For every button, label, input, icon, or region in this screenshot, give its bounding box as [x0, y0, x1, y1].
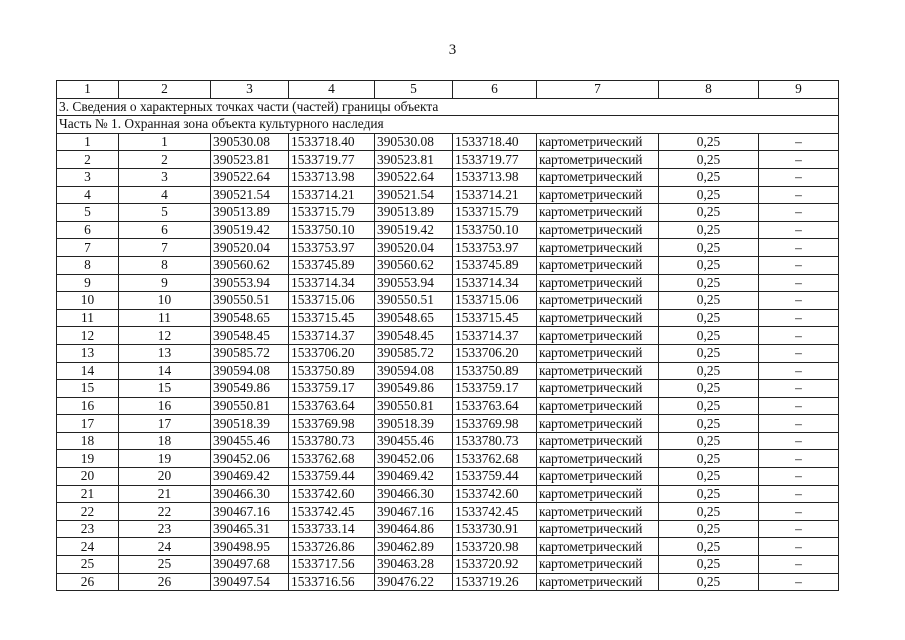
- column-number-row: [57, 81, 839, 99]
- accuracy-cell: 0,25: [659, 344, 759, 362]
- accuracy-cell: 0,25: [659, 468, 759, 486]
- table-row: [57, 432, 839, 450]
- existing-y-cell: 1533713.98: [289, 168, 375, 186]
- point-id-cell: 10: [119, 292, 211, 310]
- part-title: Часть № 1. Охранная зона объекта культурного наследия: [57, 116, 839, 134]
- new-y-cell: 1533714.21: [453, 186, 537, 204]
- existing-y-cell: 1533762.68: [289, 450, 375, 468]
- new-y-cell: 1533714.34: [453, 274, 537, 292]
- table-row: [57, 309, 839, 327]
- point-number-cell: 20: [57, 468, 119, 486]
- existing-x-cell: 390497.68: [211, 556, 289, 574]
- existing-y-cell: 1533763.64: [289, 397, 375, 415]
- point-id-cell: 18: [119, 432, 211, 450]
- note-cell: –: [759, 327, 839, 345]
- method-cell: картометрический: [537, 151, 659, 169]
- existing-y-cell: 1533742.60: [289, 485, 375, 503]
- note-cell: –: [759, 186, 839, 204]
- table-row: [57, 133, 839, 151]
- note-cell: –: [759, 362, 839, 380]
- new-y-cell: 1533769.98: [453, 415, 537, 433]
- method-cell: картометрический: [537, 450, 659, 468]
- new-y-cell: 1533762.68: [453, 450, 537, 468]
- accuracy-cell: 0,25: [659, 309, 759, 327]
- existing-x-cell: 390465.31: [211, 520, 289, 538]
- accuracy-cell: 0,25: [659, 362, 759, 380]
- table-row: [57, 503, 839, 521]
- new-x-cell: 390463.28: [375, 556, 453, 574]
- point-number-cell: 9: [57, 274, 119, 292]
- column-header: 7: [537, 81, 659, 99]
- method-cell: картометрический: [537, 432, 659, 450]
- method-cell: картометрический: [537, 556, 659, 574]
- note-cell: –: [759, 274, 839, 292]
- point-number-cell: 16: [57, 397, 119, 415]
- existing-x-cell: 390521.54: [211, 186, 289, 204]
- method-cell: картометрический: [537, 256, 659, 274]
- existing-y-cell: 1533718.40: [289, 133, 375, 151]
- point-id-cell: 3: [119, 168, 211, 186]
- point-number-cell: 25: [57, 556, 119, 574]
- new-x-cell: 390476.22: [375, 573, 453, 591]
- note-cell: –: [759, 556, 839, 574]
- table-row: [57, 397, 839, 415]
- existing-y-cell: 1533759.44: [289, 468, 375, 486]
- new-x-cell: 390594.08: [375, 362, 453, 380]
- existing-x-cell: 390585.72: [211, 344, 289, 362]
- point-id-cell: 9: [119, 274, 211, 292]
- note-cell: –: [759, 468, 839, 486]
- note-cell: –: [759, 380, 839, 398]
- accuracy-cell: 0,25: [659, 503, 759, 521]
- point-id-cell: 20: [119, 468, 211, 486]
- new-x-cell: 390553.94: [375, 274, 453, 292]
- new-x-cell: 390513.89: [375, 204, 453, 222]
- existing-y-cell: 1533719.77: [289, 151, 375, 169]
- existing-x-cell: 390594.08: [211, 362, 289, 380]
- existing-y-cell: 1533715.79: [289, 204, 375, 222]
- point-id-cell: 6: [119, 221, 211, 239]
- method-cell: картометрический: [537, 344, 659, 362]
- note-cell: –: [759, 239, 839, 257]
- point-number-cell: 21: [57, 485, 119, 503]
- method-cell: картометрический: [537, 503, 659, 521]
- new-y-cell: 1533720.92: [453, 556, 537, 574]
- point-id-cell: 1: [119, 133, 211, 151]
- existing-x-cell: 390498.95: [211, 538, 289, 556]
- new-x-cell: 390452.06: [375, 450, 453, 468]
- note-cell: –: [759, 151, 839, 169]
- method-cell: картометрический: [537, 468, 659, 486]
- existing-y-cell: 1533750.89: [289, 362, 375, 380]
- point-number-cell: 6: [57, 221, 119, 239]
- point-id-cell: 25: [119, 556, 211, 574]
- existing-x-cell: 390520.04: [211, 239, 289, 257]
- new-x-cell: 390530.08: [375, 133, 453, 151]
- new-x-cell: 390520.04: [375, 239, 453, 257]
- new-y-cell: 1533742.60: [453, 485, 537, 503]
- new-y-cell: 1533742.45: [453, 503, 537, 521]
- existing-x-cell: 390518.39: [211, 415, 289, 433]
- note-cell: –: [759, 221, 839, 239]
- table-row: [57, 239, 839, 257]
- existing-x-cell: 390467.16: [211, 503, 289, 521]
- note-cell: –: [759, 432, 839, 450]
- column-header: 3: [211, 81, 289, 99]
- new-x-cell: 390522.64: [375, 168, 453, 186]
- table-row: [57, 186, 839, 204]
- existing-x-cell: 390549.86: [211, 380, 289, 398]
- existing-x-cell: 390452.06: [211, 450, 289, 468]
- method-cell: картометрический: [537, 309, 659, 327]
- existing-y-cell: 1533726.86: [289, 538, 375, 556]
- table-row: [57, 468, 839, 486]
- existing-y-cell: 1533769.98: [289, 415, 375, 433]
- method-cell: картометрический: [537, 538, 659, 556]
- accuracy-cell: 0,25: [659, 538, 759, 556]
- new-y-cell: 1533730.91: [453, 520, 537, 538]
- method-cell: картометрический: [537, 221, 659, 239]
- new-x-cell: 390549.86: [375, 380, 453, 398]
- point-number-cell: 22: [57, 503, 119, 521]
- new-y-cell: 1533714.37: [453, 327, 537, 345]
- method-cell: картометрический: [537, 415, 659, 433]
- accuracy-cell: 0,25: [659, 380, 759, 398]
- new-y-cell: 1533720.98: [453, 538, 537, 556]
- new-y-cell: 1533750.10: [453, 221, 537, 239]
- accuracy-cell: 0,25: [659, 450, 759, 468]
- point-number-cell: 19: [57, 450, 119, 468]
- point-number-cell: 5: [57, 204, 119, 222]
- new-x-cell: 390550.81: [375, 397, 453, 415]
- new-x-cell: 390518.39: [375, 415, 453, 433]
- existing-y-cell: 1533714.34: [289, 274, 375, 292]
- point-id-cell: 4: [119, 186, 211, 204]
- accuracy-cell: 0,25: [659, 415, 759, 433]
- table-row: [57, 520, 839, 538]
- note-cell: –: [759, 168, 839, 186]
- page-number: 3: [448, 42, 457, 58]
- new-x-cell: 390585.72: [375, 344, 453, 362]
- note-cell: –: [759, 503, 839, 521]
- accuracy-cell: 0,25: [659, 221, 759, 239]
- point-number-cell: 12: [57, 327, 119, 345]
- accuracy-cell: 0,25: [659, 168, 759, 186]
- point-number-cell: 14: [57, 362, 119, 380]
- table-row: [57, 485, 839, 503]
- point-number-cell: 11: [57, 309, 119, 327]
- method-cell: картометрический: [537, 274, 659, 292]
- new-y-cell: 1533759.17: [453, 380, 537, 398]
- existing-y-cell: 1533716.56: [289, 573, 375, 591]
- new-y-cell: 1533750.89: [453, 362, 537, 380]
- accuracy-cell: 0,25: [659, 133, 759, 151]
- new-x-cell: 390467.16: [375, 503, 453, 521]
- point-number-cell: 4: [57, 186, 119, 204]
- characteristic-points-table: [56, 80, 839, 591]
- note-cell: –: [759, 485, 839, 503]
- method-cell: картометрический: [537, 573, 659, 591]
- accuracy-cell: 0,25: [659, 186, 759, 204]
- column-header: 1: [57, 81, 119, 99]
- new-x-cell: 390550.51: [375, 292, 453, 310]
- accuracy-cell: 0,25: [659, 432, 759, 450]
- point-id-cell: 2: [119, 151, 211, 169]
- note-cell: –: [759, 397, 839, 415]
- point-id-cell: 14: [119, 362, 211, 380]
- new-y-cell: 1533780.73: [453, 432, 537, 450]
- point-id-cell: 11: [119, 309, 211, 327]
- note-cell: –: [759, 292, 839, 310]
- point-number-cell: 3: [57, 168, 119, 186]
- point-number-cell: 7: [57, 239, 119, 257]
- point-number-cell: 2: [57, 151, 119, 169]
- section-title: 3. Сведения о характерных точках части (частей) границы объекта: [57, 98, 839, 116]
- existing-x-cell: 390513.89: [211, 204, 289, 222]
- new-y-cell: 1533759.44: [453, 468, 537, 486]
- existing-x-cell: 390550.51: [211, 292, 289, 310]
- table-row: [57, 344, 839, 362]
- new-x-cell: 390521.54: [375, 186, 453, 204]
- point-id-cell: 26: [119, 573, 211, 591]
- table-row: [57, 327, 839, 345]
- existing-x-cell: 390550.81: [211, 397, 289, 415]
- new-y-cell: 1533718.40: [453, 133, 537, 151]
- existing-x-cell: 390519.42: [211, 221, 289, 239]
- accuracy-cell: 0,25: [659, 204, 759, 222]
- point-id-cell: 21: [119, 485, 211, 503]
- method-cell: картометрический: [537, 292, 659, 310]
- table-row: [57, 168, 839, 186]
- existing-y-cell: 1533706.20: [289, 344, 375, 362]
- existing-x-cell: 390455.46: [211, 432, 289, 450]
- table-row: [57, 556, 839, 574]
- method-cell: картометрический: [537, 186, 659, 204]
- existing-y-cell: 1533733.14: [289, 520, 375, 538]
- point-number-cell: 1: [57, 133, 119, 151]
- table-row: [57, 256, 839, 274]
- existing-y-cell: 1533714.37: [289, 327, 375, 345]
- point-number-cell: 18: [57, 432, 119, 450]
- method-cell: картометрический: [537, 168, 659, 186]
- existing-x-cell: 390548.65: [211, 309, 289, 327]
- table-row: [57, 538, 839, 556]
- accuracy-cell: 0,25: [659, 573, 759, 591]
- point-id-cell: 24: [119, 538, 211, 556]
- existing-x-cell: 390522.64: [211, 168, 289, 186]
- note-cell: –: [759, 133, 839, 151]
- table-row: [57, 221, 839, 239]
- existing-x-cell: 390553.94: [211, 274, 289, 292]
- accuracy-cell: 0,25: [659, 327, 759, 345]
- existing-y-cell: 1533750.10: [289, 221, 375, 239]
- column-header: 8: [659, 81, 759, 99]
- point-number-cell: 23: [57, 520, 119, 538]
- new-x-cell: 390462.89: [375, 538, 453, 556]
- method-cell: картометрический: [537, 327, 659, 345]
- point-number-cell: 8: [57, 256, 119, 274]
- note-cell: –: [759, 538, 839, 556]
- column-header: 2: [119, 81, 211, 99]
- method-cell: картометрический: [537, 520, 659, 538]
- new-y-cell: 1533706.20: [453, 344, 537, 362]
- new-x-cell: 390548.45: [375, 327, 453, 345]
- point-id-cell: 17: [119, 415, 211, 433]
- table-row: [57, 151, 839, 169]
- table-row: [57, 204, 839, 222]
- accuracy-cell: 0,25: [659, 520, 759, 538]
- new-y-cell: 1533745.89: [453, 256, 537, 274]
- point-id-cell: 19: [119, 450, 211, 468]
- table-row: [57, 362, 839, 380]
- note-cell: –: [759, 573, 839, 591]
- accuracy-cell: 0,25: [659, 256, 759, 274]
- new-y-cell: 1533719.77: [453, 151, 537, 169]
- existing-x-cell: 390560.62: [211, 256, 289, 274]
- new-x-cell: 390519.42: [375, 221, 453, 239]
- point-id-cell: 5: [119, 204, 211, 222]
- new-x-cell: 390455.46: [375, 432, 453, 450]
- existing-x-cell: 390466.30: [211, 485, 289, 503]
- new-y-cell: 1533715.79: [453, 204, 537, 222]
- accuracy-cell: 0,25: [659, 239, 759, 257]
- existing-x-cell: 390469.42: [211, 468, 289, 486]
- new-x-cell: 390466.30: [375, 485, 453, 503]
- existing-x-cell: 390523.81: [211, 151, 289, 169]
- accuracy-cell: 0,25: [659, 151, 759, 169]
- new-y-cell: 1533719.26: [453, 573, 537, 591]
- point-id-cell: 13: [119, 344, 211, 362]
- accuracy-cell: 0,25: [659, 292, 759, 310]
- note-cell: –: [759, 450, 839, 468]
- section-title-row: [57, 98, 839, 116]
- note-cell: –: [759, 256, 839, 274]
- point-id-cell: 12: [119, 327, 211, 345]
- note-cell: –: [759, 204, 839, 222]
- table-row: [57, 450, 839, 468]
- new-y-cell: 1533763.64: [453, 397, 537, 415]
- accuracy-cell: 0,25: [659, 397, 759, 415]
- part-title-row: [57, 116, 839, 134]
- method-cell: картометрический: [537, 397, 659, 415]
- table-row: [57, 573, 839, 591]
- table-row: [57, 380, 839, 398]
- existing-y-cell: 1533714.21: [289, 186, 375, 204]
- table-row: [57, 292, 839, 310]
- method-cell: картометрический: [537, 204, 659, 222]
- new-x-cell: 390464.86: [375, 520, 453, 538]
- existing-y-cell: 1533780.73: [289, 432, 375, 450]
- new-y-cell: 1533753.97: [453, 239, 537, 257]
- point-number-cell: 10: [57, 292, 119, 310]
- accuracy-cell: 0,25: [659, 485, 759, 503]
- point-number-cell: 17: [57, 415, 119, 433]
- point-number-cell: 24: [57, 538, 119, 556]
- method-cell: картометрический: [537, 239, 659, 257]
- point-id-cell: 8: [119, 256, 211, 274]
- accuracy-cell: 0,25: [659, 556, 759, 574]
- new-x-cell: 390548.65: [375, 309, 453, 327]
- point-number-cell: 26: [57, 573, 119, 591]
- method-cell: картометрический: [537, 380, 659, 398]
- point-number-cell: 13: [57, 344, 119, 362]
- point-id-cell: 22: [119, 503, 211, 521]
- existing-y-cell: 1533715.06: [289, 292, 375, 310]
- method-cell: картометрический: [537, 485, 659, 503]
- existing-y-cell: 1533742.45: [289, 503, 375, 521]
- column-header: 5: [375, 81, 453, 99]
- new-x-cell: 390469.42: [375, 468, 453, 486]
- point-id-cell: 7: [119, 239, 211, 257]
- existing-y-cell: 1533753.97: [289, 239, 375, 257]
- note-cell: –: [759, 520, 839, 538]
- new-y-cell: 1533715.06: [453, 292, 537, 310]
- note-cell: –: [759, 344, 839, 362]
- existing-y-cell: 1533745.89: [289, 256, 375, 274]
- table-row: [57, 415, 839, 433]
- method-cell: картометрический: [537, 362, 659, 380]
- accuracy-cell: 0,25: [659, 274, 759, 292]
- new-x-cell: 390560.62: [375, 256, 453, 274]
- column-header: 4: [289, 81, 375, 99]
- existing-x-cell: 390497.54: [211, 573, 289, 591]
- new-x-cell: 390523.81: [375, 151, 453, 169]
- note-cell: –: [759, 415, 839, 433]
- table-row: [57, 274, 839, 292]
- point-id-cell: 16: [119, 397, 211, 415]
- point-number-cell: 15: [57, 380, 119, 398]
- point-id-cell: 23: [119, 520, 211, 538]
- method-cell: картометрический: [537, 133, 659, 151]
- new-y-cell: 1533715.45: [453, 309, 537, 327]
- existing-x-cell: 390548.45: [211, 327, 289, 345]
- existing-y-cell: 1533715.45: [289, 309, 375, 327]
- note-cell: –: [759, 309, 839, 327]
- existing-y-cell: 1533759.17: [289, 380, 375, 398]
- existing-y-cell: 1533717.56: [289, 556, 375, 574]
- column-header: 9: [759, 81, 839, 99]
- existing-x-cell: 390530.08: [211, 133, 289, 151]
- column-header: 6: [453, 81, 537, 99]
- new-y-cell: 1533713.98: [453, 168, 537, 186]
- point-id-cell: 15: [119, 380, 211, 398]
